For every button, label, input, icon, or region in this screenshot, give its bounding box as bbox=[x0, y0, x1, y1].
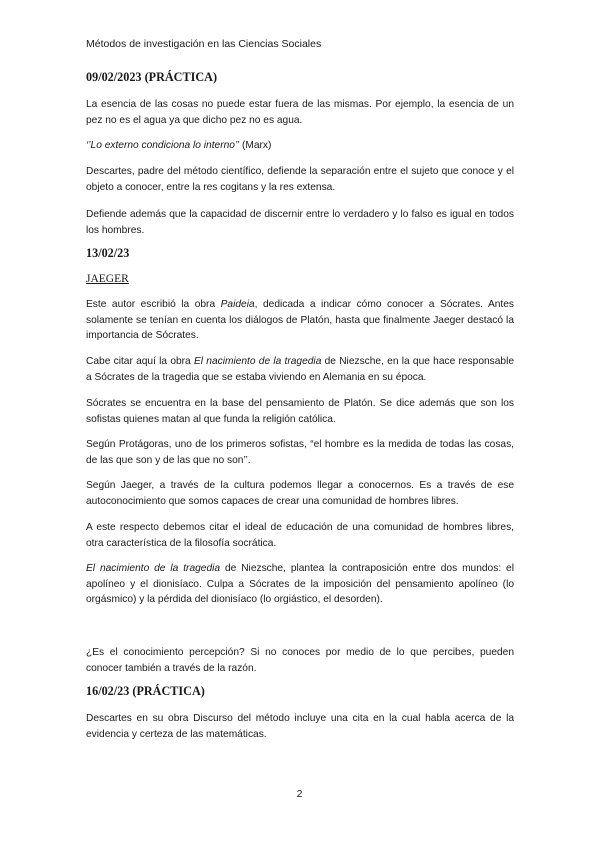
quote-text: ‘’Lo externo condiciona lo interno’’ bbox=[86, 140, 240, 151]
paragraph-marx-quote bbox=[86, 138, 514, 154]
page-number: 2 bbox=[296, 788, 303, 800]
paragraph-jaeger-cultura: Según Jaeger, a través de la cultura podemos llegar a conocernos. Es a través de ese autoconocimiento que somos capaces de crear una comunidad de hombres libres. bbox=[86, 480, 514, 507]
paragraph-descartes: Descartes, padre del método científico, defiende la separación entre el sujeto que conoce y el objeto a conocer, entre la res cogitans y la res extensa. bbox=[86, 166, 514, 193]
paragraph-discurso-metodo: Descartes en su obra Discurso del método incluye una cita en la cual habla acerca de la evidencia y certeza de las matemáticas. bbox=[86, 713, 514, 740]
text-run: Este autor escribió la obra bbox=[86, 299, 221, 310]
paragraph-paideia bbox=[86, 297, 514, 344]
text-run: de Niezsche, plantea la contraposición entre dos mundos: el apolíneo y el dionisíaco. Culpa a Sócrates de la imposición del pensamiento apolíneo (lo orgásmico) y la pérdida del dionisíaco (lo orgiástico, el desorden). bbox=[86, 563, 514, 605]
subheading-jaeger: JAEGER bbox=[86, 273, 129, 285]
paragraph-socrates-platon: Sócrates se encuentra en la base del pensamiento de Platón. Se dice además que son los sofistas quienes matan al que funda la religión católica. bbox=[86, 398, 514, 425]
paragraph-protagoras: Según Protágoras, uno de los primeros sofistas, “el hombre es la medida de todas las cosas, de las que son y de las que no son’’. bbox=[86, 439, 514, 466]
paragraph-apolineo-dionisiaco bbox=[86, 561, 514, 608]
section-heading-1302: 13/02/23 bbox=[86, 246, 130, 260]
work-title-paideia: Paideia bbox=[220, 299, 255, 310]
work-title-tragedia: El nacimiento de la tragedia bbox=[193, 356, 322, 367]
paragraph-conocimiento-percepcion: ¿Es el conocimiento percepción? Si no conoces por medio de lo que percibes, pueden conocer también a través de la razón. bbox=[86, 647, 514, 674]
paragraph-ideal-educacion: A este respecto debemos citar el ideal de educación de una comunidad de hombres libres, otra característica de la filosofía socrática. bbox=[86, 522, 514, 549]
quote-author: (Marx) bbox=[239, 140, 272, 151]
running-header: Métodos de investigación en las Ciencias Sociales bbox=[86, 38, 322, 50]
section-heading-1602: 16/02/23 (PRÁCTICA) bbox=[86, 684, 205, 698]
paragraph-discernir: Defiende además que la capacidad de discernir entre lo verdadero y lo falso es igual en todos los hombres. bbox=[86, 209, 514, 236]
work-title-tragedia-2: El nacimiento de la tragedia bbox=[86, 563, 221, 574]
text-run: Cabe citar aquí la obra bbox=[86, 356, 194, 367]
text-run: , dedicada a indicar cómo conocer a Sócrates. Antes solamente se tenían en cuenta los diálogos de Platón, hasta que finalmente Jaeger destacó la importancia de Sócrates. bbox=[86, 299, 515, 341]
paragraph-nacimiento-tragedia bbox=[86, 354, 514, 385]
section-heading-0902: 09/02/2023 (PRÁCTICA) bbox=[86, 70, 218, 84]
text-run: de Niezsche, en la que hace responsable a Sócrates de la tragedia que se estaba viviendo en Alemania en su época. bbox=[86, 356, 515, 383]
paragraph-essence: La esencia de las cosas no puede estar fuera de las mismas. Por ejemplo, la esencia de un pez no es el agua ya que dicho pez no es agua. bbox=[86, 99, 514, 126]
